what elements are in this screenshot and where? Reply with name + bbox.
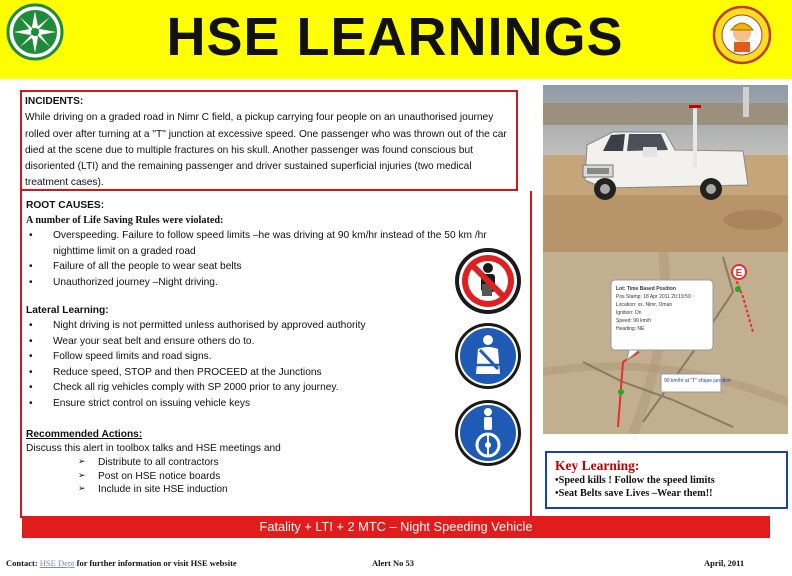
incidents-section (20, 90, 518, 191)
footer-contact-suffix: for further information or visit HSE website (76, 558, 237, 568)
lateral-learning-item: • Follow speed limits and road signs. (26, 349, 456, 365)
recommended-actions (26, 428, 446, 497)
root-causes (26, 198, 526, 290)
root-causes-title: ROOT CAUSES: (26, 200, 105, 211)
incidents-text: While driving on a graded road in Nimr C field, a pickup carrying four people on an unauthorised journey rolled over after turning at a "T" junction at excessive speed. One passenger who was thrown out of the car died at the scene due to multiple fractures on his skull. Another passenger was found conscious but disoriented (LTI) and the remaining passenger and driver sustained superficial injuries (two medical treatment cases). (25, 112, 507, 189)
map-popup-line: Speed: 90 km/h (616, 318, 652, 324)
lateral-learning (26, 303, 456, 411)
alert-date: April, 2011 (704, 558, 745, 568)
map-callout: 90 km/hr at "T" shape junction (664, 378, 731, 384)
alert-body (0, 79, 792, 576)
key-learning-title: Key Learning: (555, 458, 640, 473)
crashed-pickup-photo (543, 85, 788, 252)
footer (4, 558, 788, 572)
steering-wheel-sign-icon (452, 396, 524, 470)
lateral-learning-item: • Night driving is not permitted unless authorised by approved authority (26, 318, 456, 334)
map-popup-line: Heading: NE (616, 326, 645, 332)
summary-banner: Fatality + LTI + 2 MTC – Night Speeding Vehicle (22, 516, 770, 538)
map-popup-line: Ignition: On (616, 310, 642, 316)
alert-number: Alert No 53 (372, 558, 415, 568)
footer-contact (6, 558, 237, 568)
recommended-action-item: ➢ Post on HSE notice boards (26, 470, 446, 484)
recommended-action-item: ➢ Distribute to all contractors (26, 456, 446, 470)
root-cause-item: • Unauthorized journey –Night driving. (26, 275, 526, 291)
root-cause-item: • Failure of all the people to wear seat belts (26, 259, 526, 275)
seat-belt-sign-icon (452, 319, 524, 393)
contact-link[interactable]: HSE Dept (39, 558, 75, 568)
lateral-learning-title: Lateral Learning: (26, 305, 109, 316)
key-learning-item: •Seat Belts save Lives –Wear them!! (555, 488, 713, 499)
no-phone-driving-sign-icon (452, 244, 524, 318)
map-popup-line: Pos Stamp: 18 Apr 2011 20:19:50 (616, 294, 691, 300)
recommended-actions-title: Recommended Actions: (26, 429, 143, 440)
key-learning-item: •Speed kills ! Follow the speed limits (555, 475, 715, 486)
analysis-section (20, 191, 532, 518)
lateral-learning-item: • Check all rig vehicles comply with SP 2000 prior to any journey. (26, 380, 456, 396)
page-title: HSE LEARNINGS (166, 7, 624, 67)
map-popup-line: Location: xx, Nimr, Oman (616, 302, 673, 308)
incident-location-map (543, 252, 788, 434)
incidents-title: INCIDENTS: (25, 96, 84, 107)
footer-contact-prefix: Contact: (6, 558, 38, 568)
root-causes-subtitle: A number of Life Saving Rules were violated: (26, 215, 224, 226)
root-cause-item: • Overspeeding. Failure to follow speed limits –he was driving at 90 km/hr instead of the 50 km /hr nighttime limit on a graded road (26, 228, 526, 259)
recommended-actions-intro: Discuss this alert in toolbox talks and HSE meetings and (26, 443, 281, 454)
lateral-learning-item: • Wear your seat belt and ensure others do to. (26, 334, 456, 350)
lateral-learning-item: • Ensure strict control on issuing vehicle keys (26, 396, 456, 412)
map-marker-label: E (735, 268, 743, 279)
lateral-learning-item: • Reduce speed, STOP and then PROCEED at the Junctions (26, 365, 456, 381)
recommended-action-item: ➢ Include in site HSE induction (26, 483, 446, 497)
key-learning-box (545, 451, 788, 509)
company-star-logo (6, 3, 64, 61)
map-popup-line: Lot: Time Based Position (616, 286, 676, 292)
safety-is-teamwork-badge (712, 4, 772, 66)
